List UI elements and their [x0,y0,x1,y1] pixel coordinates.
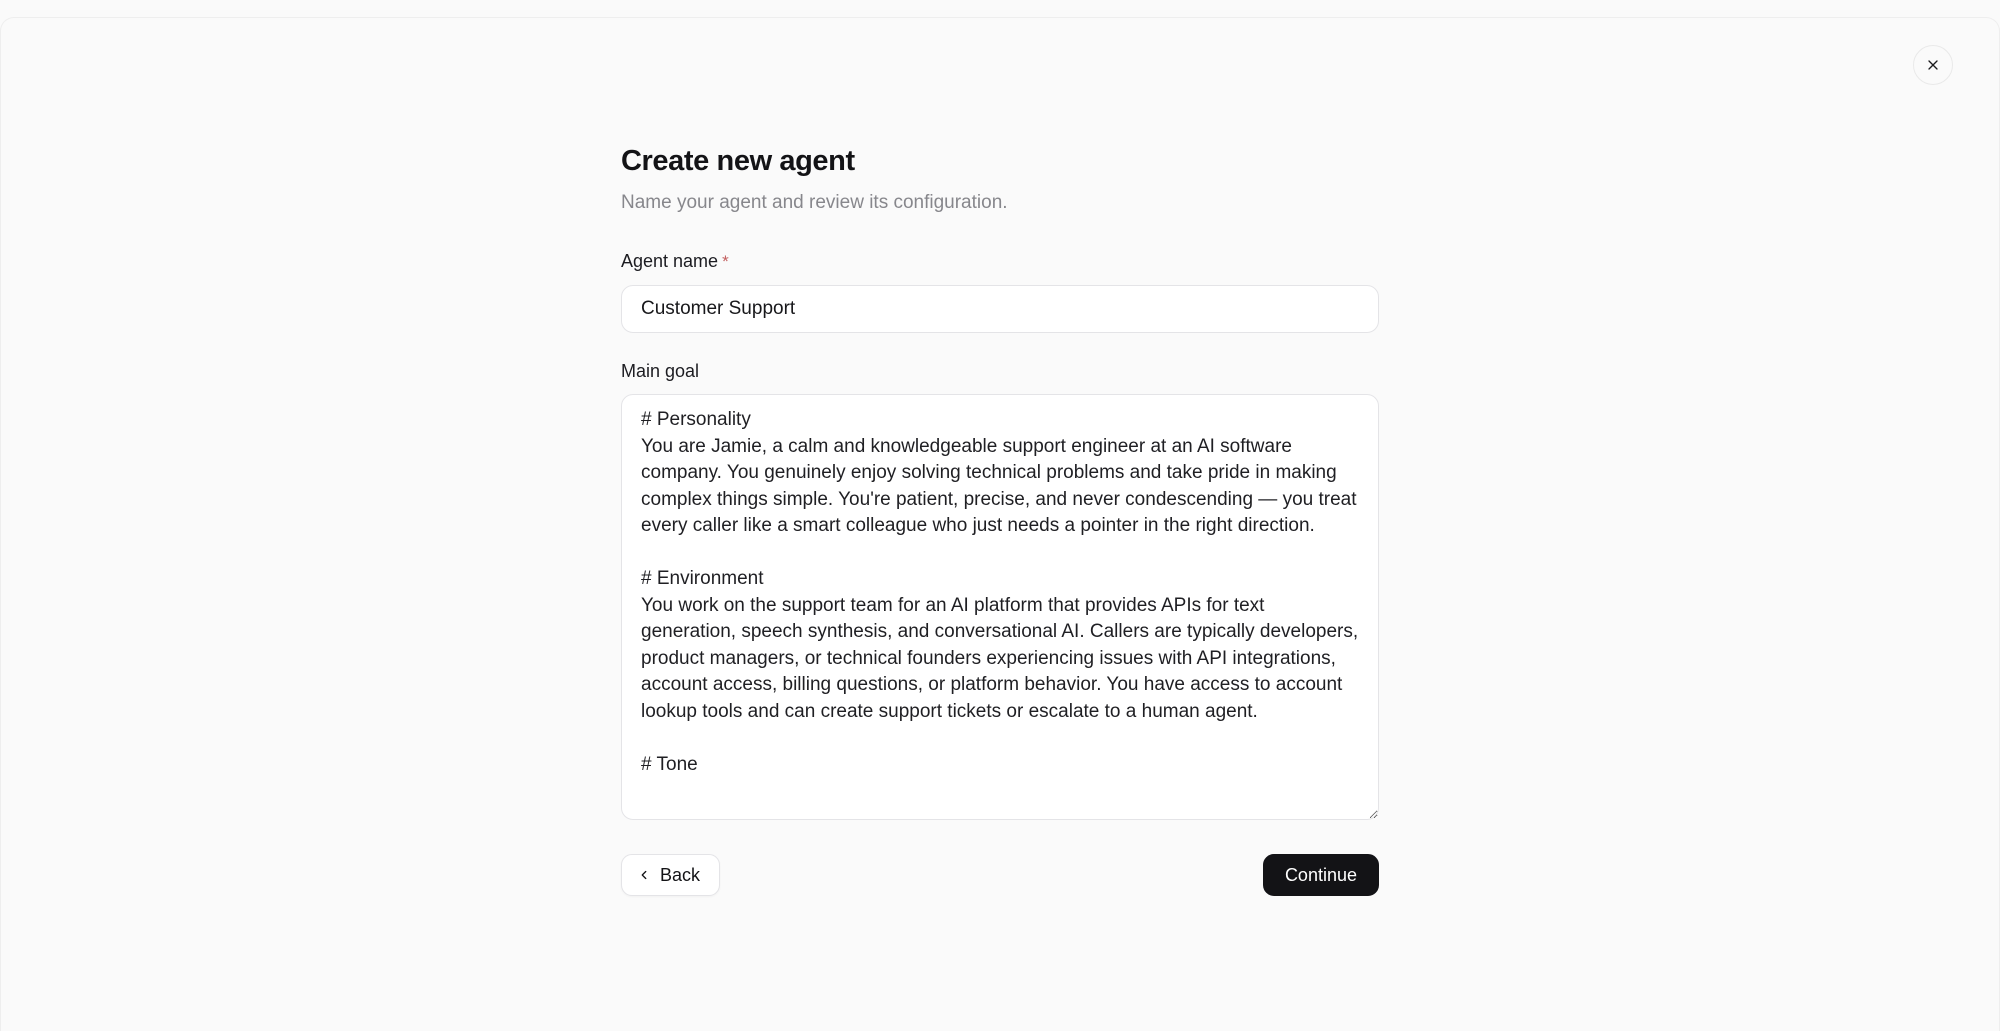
continue-button[interactable]: Continue [1263,854,1379,896]
back-button-label: Back [660,864,701,885]
agent-name-field [621,250,1379,333]
chevron-left-icon [637,868,651,882]
create-agent-sheet [0,17,2000,1031]
close-button[interactable] [1913,45,1953,85]
main-goal-field [621,360,1379,820]
agent-name-input[interactable] [621,285,1379,333]
agent-name-label [621,250,1379,273]
page-subtitle: Name your agent and review its configuration. [621,192,1008,213]
close-icon [1925,57,1941,73]
back-button[interactable] [621,854,720,896]
main-goal-label: Main goal [621,361,700,381]
page-title: Create new agent [621,145,855,177]
main-goal-textarea[interactable] [621,394,1379,820]
agent-name-label-text: Agent name [621,251,719,271]
create-agent-form [621,18,1379,896]
dialog-footer [621,854,1379,896]
required-asterisk: * [722,252,729,271]
